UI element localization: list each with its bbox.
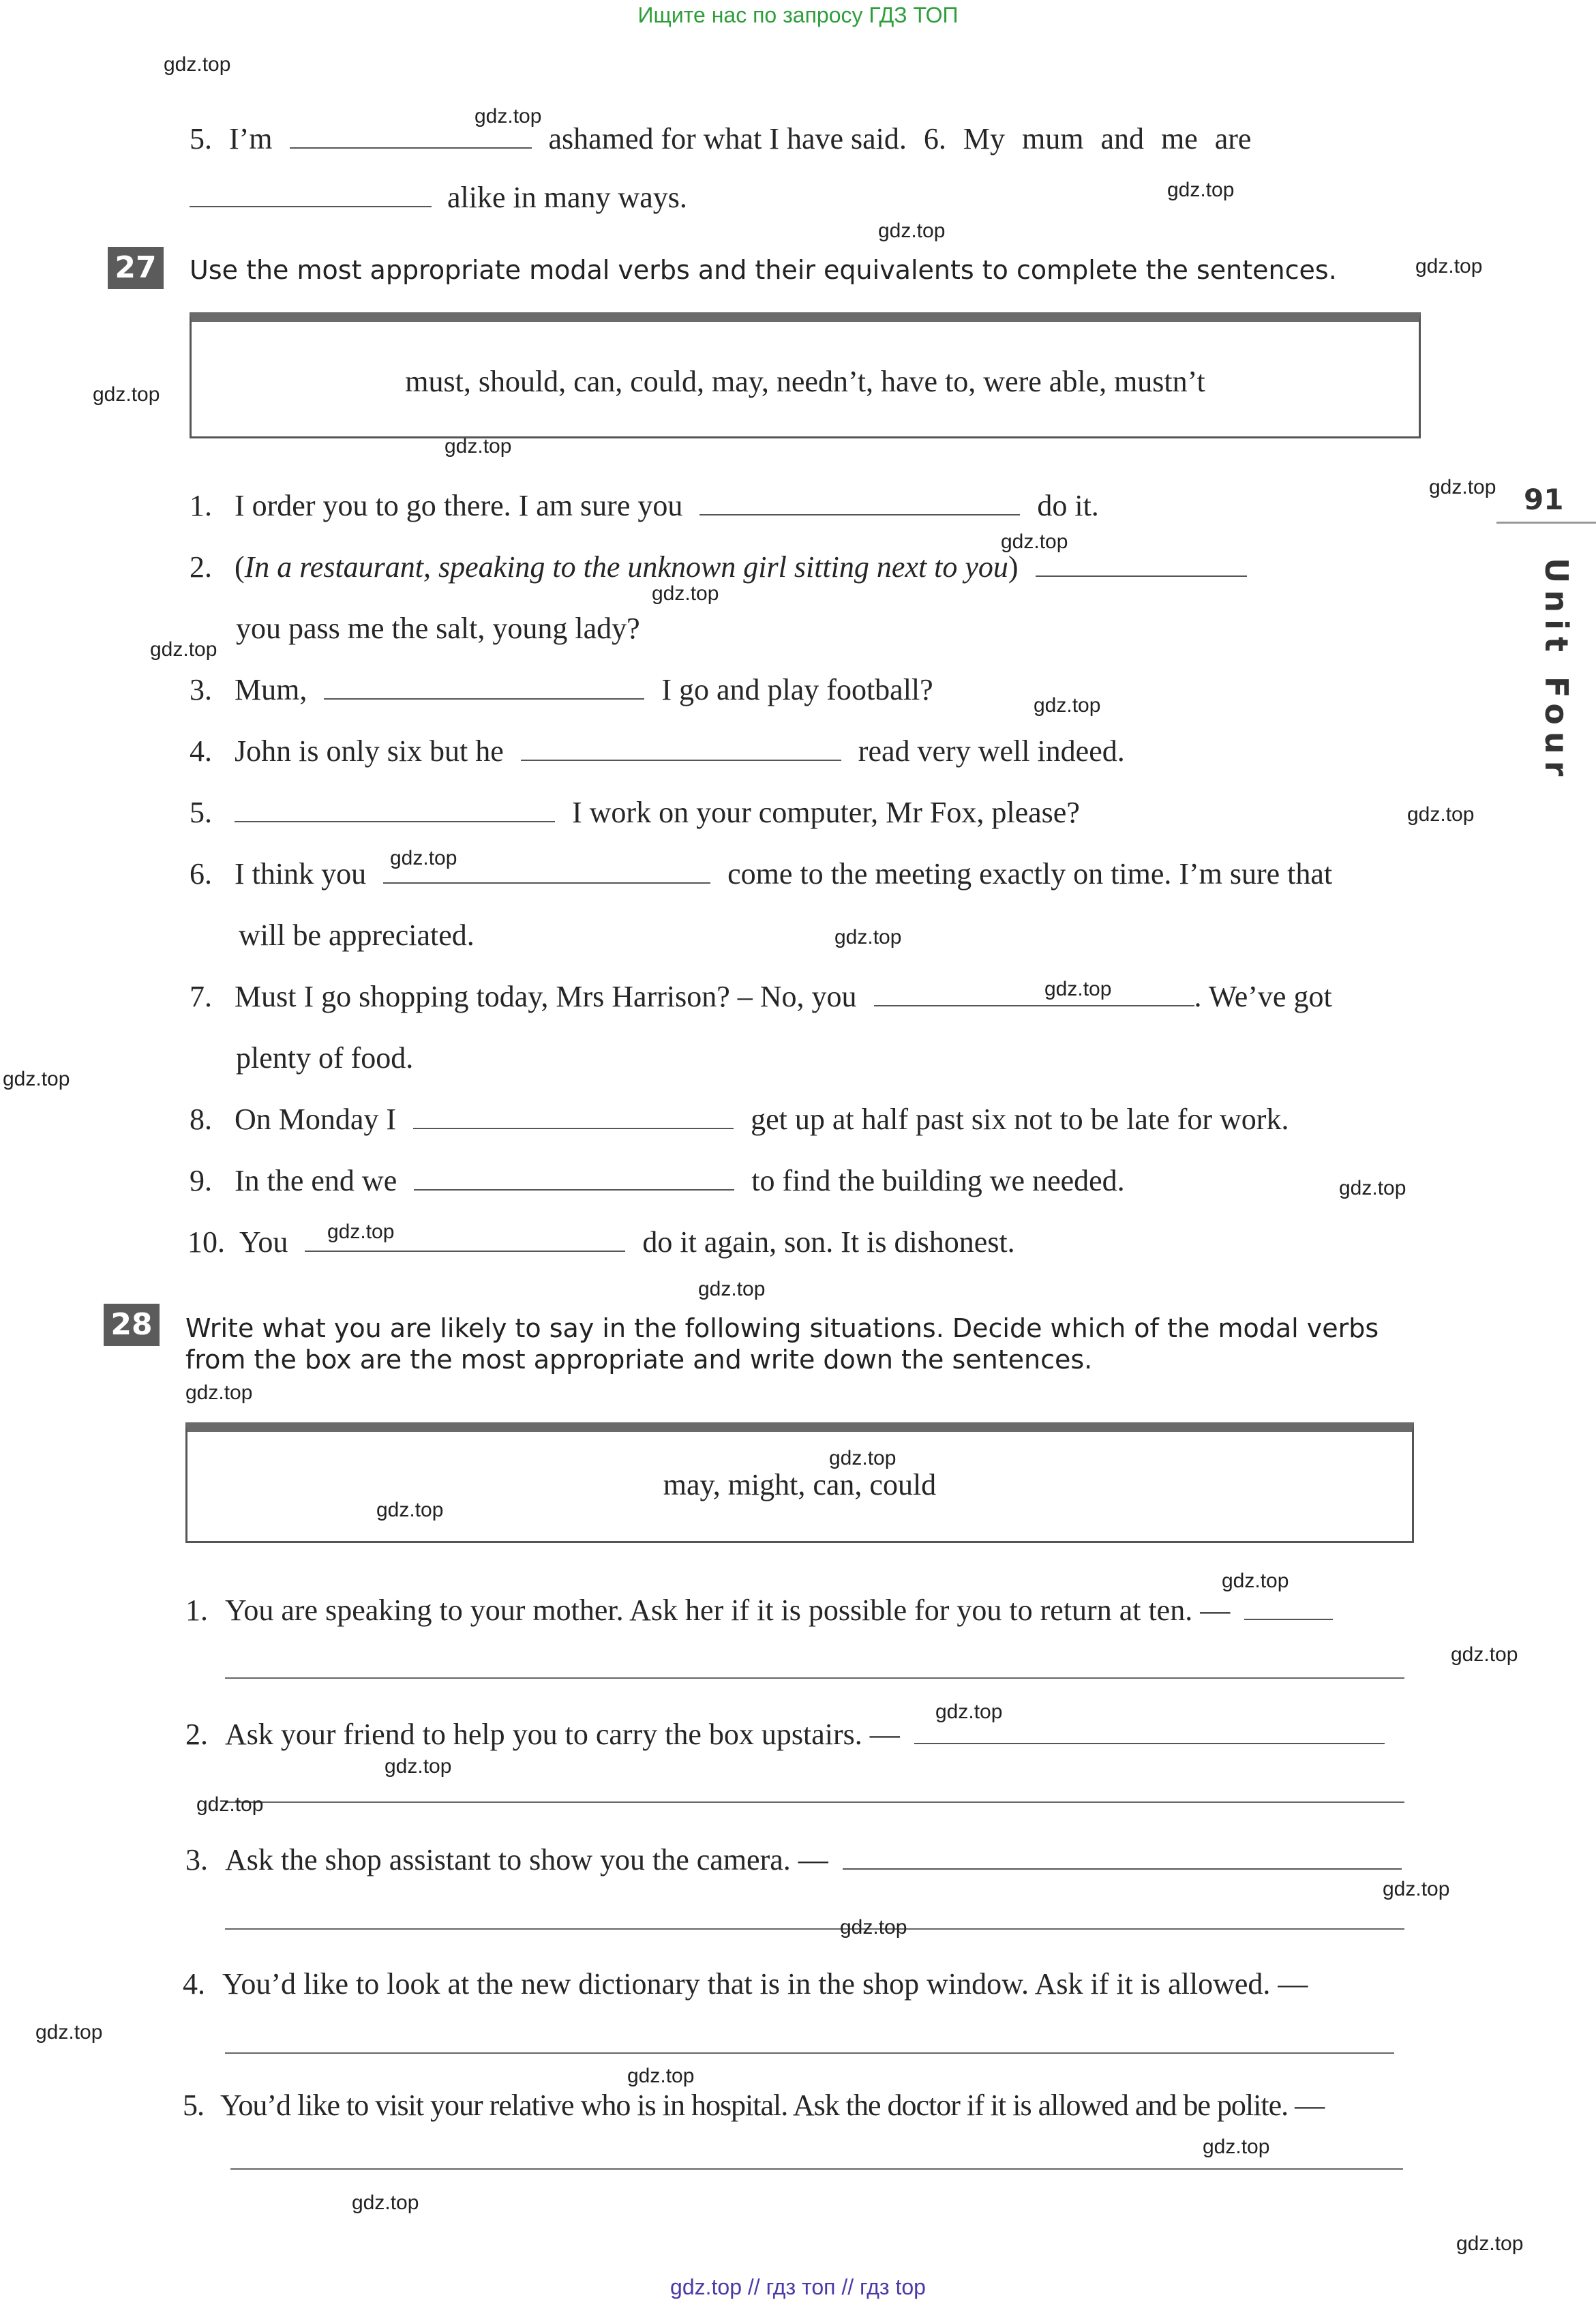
watermark: gdz.top: [475, 105, 542, 128]
answer-blank[interactable]: [874, 1004, 1194, 1006]
item-text: ashamed for what I have said.: [548, 122, 907, 155]
ex27-item-2: [190, 552, 1247, 582]
ex28-item-4: [183, 1969, 1308, 1999]
answer-blank[interactable]: [521, 758, 841, 761]
item-text: you pass me the salt, young lady?: [236, 612, 640, 645]
answer-blank[interactable]: [324, 697, 644, 700]
item-text: come to the meeting exactly on time. I’m sure that: [727, 857, 1333, 891]
watermark: gdz.top: [1222, 1570, 1289, 1592]
watermark: gdz.top: [1034, 694, 1101, 717]
item-text: alike in many ways.: [447, 181, 687, 214]
footer-link[interactable]: gdz.top // гдз топ // гдз top: [670, 2275, 926, 2299]
watermark: gdz.top: [352, 2191, 419, 2214]
watermark: gdz.top: [1456, 2232, 1524, 2255]
top-item-5: [190, 124, 1251, 154]
item-number: 5.: [190, 122, 212, 155]
ex27-item-7: [190, 982, 1332, 1012]
item-text: Ask the shop assistant to show you the camera. —: [225, 1843, 828, 1876]
item-text: John is only six but he: [235, 734, 504, 768]
ex27-item-6: [190, 859, 1332, 889]
item-text: I go and play football?: [661, 673, 933, 706]
item-text: ): [1008, 550, 1019, 584]
search-banner: Ищите нас по запросу ГДЗ ТОП: [637, 3, 959, 27]
watermark: gdz.top: [1339, 1177, 1406, 1199]
exercise-27-word-box: [190, 312, 1421, 438]
item-text: do it again, son. It is dishonest.: [642, 1225, 1015, 1259]
item-number: 2.: [185, 1718, 208, 1751]
exercise-27-instruction: Use the most appropriate modal verbs and their equivalents to complete the sentences.: [190, 255, 1337, 285]
answer-line[interactable]: [225, 1801, 1404, 1803]
item-text: to find the building we needed.: [751, 1164, 1125, 1197]
unit-side-label: Unit Four: [1538, 558, 1575, 783]
answer-line[interactable]: [225, 1677, 1404, 1679]
item-text: I order you to go there. I am sure you: [235, 489, 683, 522]
item-italic-text: In a restaurant, speaking to the unknown girl sitting next to you: [244, 550, 1008, 584]
item-text: On Monday I: [235, 1103, 397, 1136]
item-number: 3.: [190, 673, 212, 706]
ex28-item-2: [185, 1720, 1385, 1750]
item-text: (: [235, 550, 245, 584]
answer-line[interactable]: [225, 2052, 1394, 2054]
item-number: 4.: [190, 734, 212, 768]
watermark: gdz.top: [376, 1499, 444, 1521]
item-number: 7.: [190, 980, 212, 1013]
answer-blank[interactable]: [190, 205, 432, 207]
ex28-item-3: [185, 1845, 1402, 1875]
ex28-item-5: [183, 2091, 1324, 2121]
item-number: 6.: [190, 857, 212, 891]
watermark: gdz.top: [834, 926, 902, 948]
answer-blank[interactable]: [305, 1249, 625, 1252]
exercise-28-number: 28: [104, 1304, 160, 1346]
item-text: Mum,: [235, 673, 307, 706]
watermark: gdz.top: [196, 1793, 264, 1816]
ex27-item-8: [190, 1105, 1289, 1135]
item-number: 10.: [187, 1225, 225, 1259]
item-text: Ask your friend to help you to carry the box upstairs. —: [225, 1718, 900, 1751]
item-number: 1.: [190, 489, 212, 522]
watermark: gdz.top: [390, 847, 457, 869]
item-text: You’d like to visit your relative who is in hospital. Ask the doctor if it is allowed and be polite. —: [220, 2089, 1325, 2122]
ex27-item-5: [190, 798, 1080, 828]
item-number: 8.: [190, 1103, 212, 1136]
watermark: gdz.top: [185, 1381, 253, 1404]
page-number-rule: [1496, 522, 1596, 524]
answer-blank[interactable]: [414, 1188, 734, 1191]
answer-blank[interactable]: [383, 881, 710, 884]
top-item-6-cont: [190, 183, 687, 213]
exercise-28-word-box: [185, 1422, 1414, 1543]
answer-blank[interactable]: [235, 820, 555, 822]
watermark: gdz.top: [3, 1068, 70, 1090]
watermark: gdz.top: [150, 638, 217, 661]
exercise-28-instruction-line-1: Write what you are likely to say in the following situations. Decide which of the modal verbs: [185, 1313, 1379, 1343]
watermark: gdz.top: [878, 220, 946, 242]
item-number: 1.: [185, 1594, 208, 1627]
watermark: gdz.top: [1383, 1878, 1450, 1900]
item-text: get up at half past six not to be late for work.: [751, 1103, 1289, 1136]
watermark: gdz.top: [1407, 803, 1475, 826]
ex27-item-10: [187, 1227, 1015, 1257]
watermark: gdz.top: [385, 1755, 452, 1778]
watermark: gdz.top: [445, 435, 512, 458]
item-number: 4.: [183, 1967, 205, 2001]
item-text: My mum and me are: [963, 122, 1252, 155]
watermark: gdz.top: [1451, 1643, 1518, 1666]
watermark: gdz.top: [164, 53, 231, 76]
item-text: You are speaking to your mother. Ask her if it is possible for you to return at ten. —: [225, 1594, 1231, 1627]
watermark: gdz.top: [1429, 476, 1496, 498]
item-number: 5.: [190, 796, 212, 829]
answer-line[interactable]: [230, 2168, 1403, 2170]
item-text: In the end we: [235, 1164, 397, 1197]
watermark: gdz.top: [1044, 978, 1112, 1000]
answer-blank[interactable]: [699, 513, 1020, 515]
item-text: I’m: [229, 122, 273, 155]
answer-blank[interactable]: [413, 1126, 734, 1129]
watermark: gdz.top: [627, 2065, 695, 2087]
ex28-item-1: [185, 1596, 1333, 1626]
word-box-text: must, should, can, could, may, needn’t, have to, were able, mustn’t: [405, 365, 1205, 398]
watermark: gdz.top: [652, 582, 719, 605]
item-number: 6.: [923, 122, 946, 155]
ex27-item-2-cont: [236, 614, 640, 644]
ex27-item-9: [190, 1166, 1125, 1196]
word-box-text: may, might, can, could: [663, 1468, 937, 1501]
item-text: do it.: [1037, 489, 1099, 522]
item-text: plenty of food.: [236, 1041, 414, 1075]
ex27-item-3: [190, 675, 933, 705]
watermark: gdz.top: [1001, 530, 1068, 553]
watermark: gdz.top: [1167, 179, 1235, 201]
watermark: gdz.top: [829, 1447, 897, 1469]
watermark: gdz.top: [1415, 255, 1483, 278]
ex27-item-7-cont: [236, 1043, 413, 1073]
answer-blank[interactable]: [1036, 574, 1247, 577]
watermark: gdz.top: [840, 1916, 907, 1939]
watermark: gdz.top: [35, 2021, 103, 2044]
item-text: I work on your computer, Mr Fox, please?: [572, 796, 1080, 829]
exercise-28-instruction-line-2: from the box are the most appropriate and write down the sentences.: [185, 1345, 1093, 1375]
watermark: gdz.top: [93, 383, 160, 406]
answer-blank[interactable]: [290, 146, 532, 149]
item-number: 9.: [190, 1164, 212, 1197]
item-text: Must I go shopping today, Mrs Harrison? – No, you: [235, 980, 857, 1013]
item-text: read very well indeed.: [858, 734, 1125, 768]
page-number: 91: [1524, 483, 1564, 516]
answer-line[interactable]: [225, 1928, 1404, 1930]
item-text: You: [239, 1225, 288, 1259]
ex27-item-1: [190, 491, 1099, 521]
answer-blank[interactable]: [914, 1741, 1385, 1744]
watermark: gdz.top: [698, 1278, 766, 1300]
item-number: 2.: [190, 550, 212, 584]
answer-blank[interactable]: [843, 1867, 1402, 1870]
answer-blank[interactable]: [1244, 1617, 1333, 1620]
watermark: gdz.top: [327, 1221, 395, 1243]
item-number: 3.: [185, 1843, 208, 1876]
item-text: will be appreciated.: [239, 918, 475, 952]
ex27-item-6-cont: [239, 918, 475, 952]
exercise-27-number: 27: [108, 247, 164, 289]
item-text: You’d like to look at the new dictionary that is in the shop window. Ask if it is allowed. —: [222, 1967, 1308, 2001]
watermark: gdz.top: [935, 1701, 1003, 1723]
item-text: I think you: [235, 857, 367, 891]
item-text: . We’ve got: [1194, 980, 1332, 1013]
item-number: 5.: [183, 2089, 204, 2122]
ex27-item-4: [190, 736, 1125, 766]
watermark: gdz.top: [1203, 2136, 1270, 2158]
